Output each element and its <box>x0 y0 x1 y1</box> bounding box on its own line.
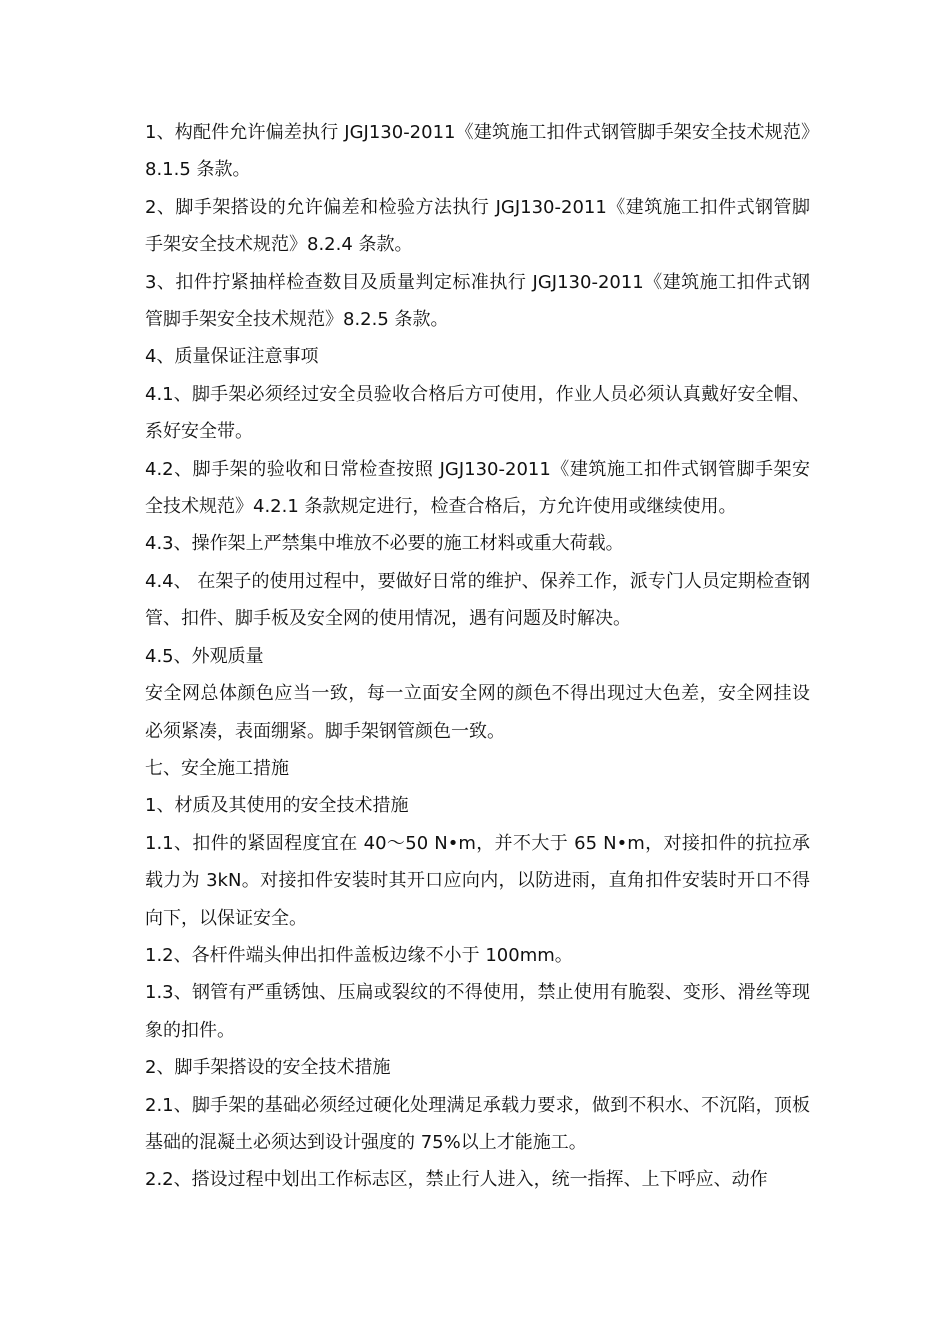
paragraph-2-1: 2.1、脚手架的基础必须经过硬化处理满足承载力要求，做到不积水、不沉陷，顶板基础的混凝土必须达到设计强度的 75%以上才能施工。 <box>145 1094 810 1153</box>
paragraph-safety-net: 安全网总体颜色应当一致，每一立面安全网的颜色不得出现过大色差，安全网挂设必须紧凑，表面绷紧。脚手架钢管颜色一致。 <box>145 683 810 742</box>
paragraph-4-2: 4.2、脚手架的验收和日常检查按照 JGJ130-2011《建筑施工扣件式钢管脚手架安全技术规范》4.2.1 条款规定进行，检查合格后，方允许使用或继续使用。 <box>145 458 810 518</box>
paragraph-2: 2、脚手架搭设的允许偏差和检验方法执行 JGJ130-2011《建筑施工扣件式钢管脚手架安全技术规范》8.2.4 条款。 <box>145 196 810 256</box>
section-heading-safety-measures: 七、安全施工措施 <box>145 757 289 779</box>
subheading-appearance-quality: 4.5、外观质量 <box>145 645 264 667</box>
paragraph-1-2: 1.2、各杆件端头伸出扣件盖板边缘不小于 100mm。 <box>145 944 573 966</box>
paragraph-1: 1、构配件允许偏差执行 JGJ130-2011《建筑施工扣件式钢管脚手架安全技术规范》8.1.5 条款。 <box>145 122 810 181</box>
paragraph-3: 3、扣件拧紧抽样检查数目及质量判定标准执行 JGJ130-2011《建筑施工扣件式钢管脚手架安全技术规范》8.2.5 条款。 <box>145 271 810 331</box>
paragraph-4-3: 4.3、操作架上严禁集中堆放不必要的施工材料或重大荷载。 <box>145 533 624 555</box>
section-heading-quality-notes: 4、质量保证注意事项 <box>145 346 319 368</box>
paragraph-1-1: 1.1、扣件的紧固程度宜在 40～50 N•m，并不大于 65 N•m，对接扣件的抗拉承载力为 3kN。对接扣件安装时其开口应向内，以防进雨，直角扣件安装时开口不得向下，以保证安全。 <box>145 832 810 929</box>
document-body <box>145 114 810 1199</box>
paragraph-1-3: 1.3、钢管有严重锈蚀、压扁或裂纹的不得使用，禁止使用有脆裂、变形、滑丝等现象的扣件。 <box>145 982 810 1041</box>
subheading-material-measures: 1、材质及其使用的安全技术措施 <box>145 795 409 817</box>
paragraph-4-1: 4.1、脚手架必须经过安全员验收合格后方可使用，作业人员必须认真戴好安全帽、系好安全带。 <box>145 383 810 443</box>
paragraph-2-2: 2.2、搭设过程中划出工作标志区，禁止行人进入，统一指挥、上下呼应、动作 <box>145 1169 768 1191</box>
paragraph-4-4: 4.4、 在架子的使用过程中，要做好日常的维护、保养工作，派专门人员定期检查钢管、扣件、脚手板及安全网的使用情况，遇有问题及时解决。 <box>145 570 810 630</box>
subheading-erection-measures: 2、脚手架搭设的安全技术措施 <box>145 1057 391 1079</box>
